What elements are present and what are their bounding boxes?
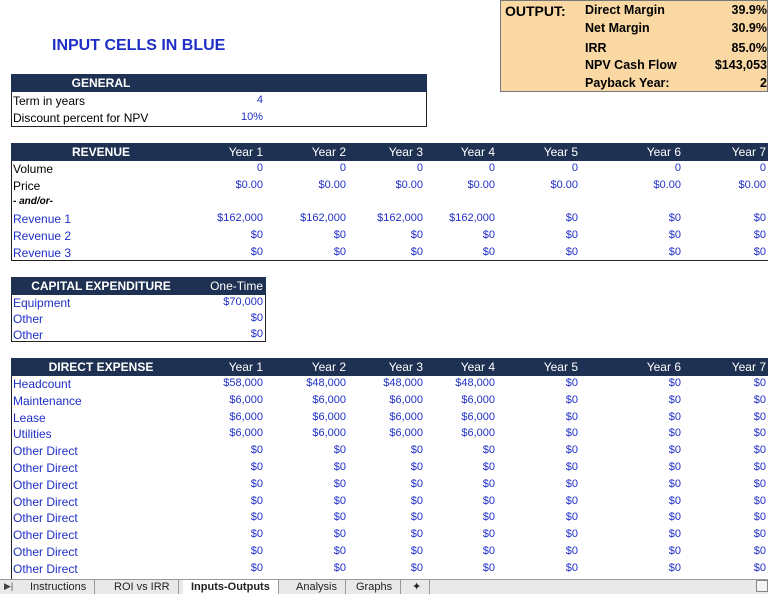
value-cell[interactable]: $0 <box>333 461 346 473</box>
value-cell[interactable]: $0 <box>565 545 578 557</box>
general-row <box>11 111 427 127</box>
value-cell[interactable]: $0 <box>668 444 681 457</box>
value-cell[interactable]: $0 <box>565 494 578 507</box>
value-cell[interactable]: $0 <box>250 461 263 473</box>
value-cell[interactable]: $0 <box>333 444 346 457</box>
capex-row <box>11 312 266 328</box>
table-row <box>11 162 768 178</box>
row-label: Other <box>13 312 44 326</box>
row-label: Revenue 1 <box>13 212 72 227</box>
table-row <box>11 562 768 578</box>
row-label: Other <box>13 328 44 342</box>
table-row <box>11 246 768 262</box>
output-panel <box>500 0 768 92</box>
row-label: Maintenance <box>13 393 82 408</box>
value-cell[interactable]: $0 <box>565 427 578 440</box>
row-label: Other Direct <box>13 511 78 526</box>
value-cell[interactable]: $0 <box>668 427 681 440</box>
output-value: 30.9% <box>731 21 767 35</box>
value-cell[interactable]: $6,000 <box>229 427 263 440</box>
year-column-header: Year 5 <box>543 145 578 159</box>
input-cell[interactable]: $70,000 <box>223 296 263 308</box>
row-label: Other Direct <box>13 477 78 492</box>
value-cell[interactable]: $6,000 <box>312 393 346 406</box>
value-cell[interactable]: $0 <box>668 494 681 507</box>
value-cell[interactable]: $0 <box>482 528 495 541</box>
output-label-text: IRR <box>585 41 607 55</box>
input-cell[interactable]: $0 <box>250 312 263 324</box>
value-cell[interactable]: 0 <box>339 162 346 174</box>
horizontal-scrollbar[interactable] <box>756 580 768 592</box>
value-cell[interactable]: $0 <box>753 461 766 473</box>
year-column-header: Year 3 <box>388 145 423 159</box>
value-cell[interactable]: $6,000 <box>461 427 495 440</box>
capex-row <box>11 296 266 312</box>
value-cell[interactable]: $0 <box>250 561 263 574</box>
row-label: Other Direct <box>13 545 78 559</box>
value-cell[interactable]: $6,000 <box>389 427 423 440</box>
row-label: Price <box>13 178 41 193</box>
value-cell[interactable]: $0 <box>565 561 578 574</box>
value-cell[interactable]: $48,000 <box>383 377 423 389</box>
value-cell[interactable]: 0 <box>674 162 681 174</box>
table-row <box>11 377 768 393</box>
table-row <box>11 444 768 460</box>
value-cell[interactable]: $0 <box>333 246 346 258</box>
value-cell[interactable]: $0 <box>410 494 423 507</box>
value-cell[interactable]: $0 <box>753 229 766 242</box>
value-cell[interactable]: $0 <box>333 511 346 524</box>
output-row <box>585 58 768 75</box>
row-label: Volume <box>13 162 54 176</box>
value-cell[interactable]: $6,000 <box>229 393 263 406</box>
table-row <box>11 427 768 443</box>
sheet-tab[interactable]: Graphs <box>348 580 401 594</box>
value-cell[interactable]: $6,000 <box>461 393 495 406</box>
value-cell[interactable]: $58,000 <box>223 377 263 389</box>
sheet-tab[interactable]: ROI vs IRR <box>106 580 179 594</box>
value-cell[interactable]: $0 <box>565 477 578 490</box>
value-cell[interactable]: $0 <box>482 477 495 490</box>
value-cell[interactable]: $0 <box>565 246 578 258</box>
output-label-text: NPV Cash Flow <box>585 58 677 72</box>
value-cell[interactable]: $6,000 <box>389 410 423 423</box>
table-row <box>11 411 768 427</box>
value-cell[interactable]: $0 <box>753 444 766 457</box>
output-row <box>585 3 768 20</box>
value-cell[interactable]: $0 <box>333 545 346 557</box>
value-cell[interactable]: $0 <box>482 444 495 457</box>
value-cell[interactable]: $0 <box>565 444 578 457</box>
value-cell[interactable]: $0 <box>753 377 766 389</box>
value-cell[interactable]: $0 <box>410 444 423 457</box>
general-row <box>11 94 427 110</box>
row-label: Revenue 3 <box>13 246 72 260</box>
year-column-header: Year 7 <box>731 145 766 159</box>
value-cell[interactable]: $0 <box>668 393 681 406</box>
year-column-header: Year 7 <box>731 360 766 374</box>
output-value: 85.0% <box>731 41 767 55</box>
value-cell[interactable]: $0 <box>410 229 423 242</box>
row-label: Other Direct <box>13 444 78 459</box>
value-cell[interactable]: $0.00 <box>738 178 766 191</box>
output-value: $143,053 <box>714 58 767 72</box>
table-row <box>11 196 768 212</box>
value-cell[interactable]: $0.00 <box>550 178 578 191</box>
value-cell[interactable]: 0 <box>416 162 423 174</box>
value-cell[interactable]: $0 <box>410 545 423 557</box>
value-cell[interactable]: $0 <box>753 410 766 423</box>
value-cell[interactable]: $48,000 <box>455 377 495 389</box>
year-column-header: Year 2 <box>311 360 346 374</box>
value-cell[interactable]: 0 <box>256 162 263 174</box>
table-row <box>11 461 768 477</box>
value-cell[interactable]: $0 <box>668 246 681 258</box>
value-cell[interactable]: $0.00 <box>235 178 263 191</box>
year-column-header: Year 2 <box>311 145 346 159</box>
capex-header: CAPITAL EXPENDITURE One-Time <box>11 277 266 295</box>
input-cell[interactable]: 10% <box>240 111 263 123</box>
value-cell[interactable]: $0 <box>668 229 681 242</box>
table-row <box>11 545 768 561</box>
output-label-text: Net Margin <box>585 21 650 35</box>
value-cell[interactable]: $0 <box>410 561 423 574</box>
value-cell[interactable]: $0 <box>753 545 766 557</box>
value-cell[interactable]: $0 <box>410 477 423 490</box>
value-cell[interactable]: $0 <box>668 377 681 389</box>
value-cell[interactable]: 0 <box>571 162 578 174</box>
value-cell[interactable]: 0 <box>759 162 766 174</box>
row-label: Other Direct <box>13 494 78 509</box>
value-cell[interactable]: $0 <box>482 229 495 242</box>
value-cell[interactable]: $0 <box>410 246 423 258</box>
value-cell[interactable]: $0 <box>482 545 495 557</box>
value-cell[interactable]: $0.00 <box>318 178 346 191</box>
insert-sheet-icon[interactable]: ✦ <box>404 580 430 594</box>
table-row <box>11 394 768 410</box>
value-cell[interactable]: $0.00 <box>653 178 681 191</box>
value-cell[interactable]: $0 <box>482 461 495 473</box>
year-column-header: Year 4 <box>460 360 495 374</box>
row-label: Equipment <box>13 296 71 310</box>
sheet-tab-bar <box>0 579 768 594</box>
value-cell[interactable]: $0 <box>482 246 495 258</box>
value-cell[interactable]: $162,000 <box>217 212 263 225</box>
sheet-tab[interactable]: Instructions <box>22 580 95 594</box>
table-row <box>11 511 768 527</box>
row-label: Utilities <box>13 427 52 442</box>
output-value: 2 <box>760 76 767 90</box>
value-cell[interactable]: $0 <box>250 528 263 541</box>
capex-column-header: One-Time <box>210 279 263 293</box>
value-cell[interactable]: $0 <box>668 477 681 490</box>
input-cell[interactable]: $0 <box>250 328 263 340</box>
page-title: INPUT CELLS IN BLUE <box>52 37 226 54</box>
value-cell[interactable]: $0 <box>410 461 423 473</box>
value-cell[interactable]: $6,000 <box>229 410 263 423</box>
value-cell[interactable]: $0.00 <box>395 178 423 191</box>
value-cell[interactable]: $0 <box>565 393 578 406</box>
value-cell[interactable]: $6,000 <box>389 393 423 406</box>
value-cell[interactable]: $0 <box>753 427 766 440</box>
value-cell[interactable]: $0 <box>482 494 495 507</box>
year-column-header: Year 6 <box>646 145 681 159</box>
input-cell[interactable]: 4 <box>256 94 263 106</box>
output-row <box>585 76 768 93</box>
value-cell[interactable]: $0 <box>410 528 423 541</box>
value-cell[interactable]: $0 <box>565 528 578 541</box>
value-cell[interactable]: $0 <box>482 511 495 524</box>
direct-header: DIRECT EXPENSE Year 1 Year 2 Year 3 Year 4 Year 5 Year 6 Year 7 <box>11 358 768 376</box>
row-label: Other Direct <box>13 528 78 543</box>
value-cell[interactable]: $0 <box>250 444 263 457</box>
value-cell[interactable]: $0 <box>753 246 766 258</box>
value-cell[interactable]: $0 <box>753 212 766 225</box>
table-row <box>11 229 768 245</box>
table-row <box>11 212 768 228</box>
year-column-header: Year 1 <box>228 360 263 374</box>
value-cell[interactable]: $0 <box>668 212 681 225</box>
value-cell[interactable]: $0 <box>410 511 423 524</box>
value-cell[interactable]: $0 <box>250 511 263 524</box>
row-label: Term in years <box>13 94 86 108</box>
value-cell[interactable]: $0 <box>333 561 346 574</box>
value-cell[interactable]: $162,000 <box>449 212 495 225</box>
year-column-header: Year 1 <box>228 145 263 159</box>
sheet-tab[interactable]: Analysis <box>288 580 346 594</box>
output-row <box>585 21 768 38</box>
value-cell[interactable]: $0 <box>333 229 346 242</box>
row-label: Revenue 2 <box>13 229 72 244</box>
row-label: Other Direct <box>13 561 78 576</box>
value-cell[interactable]: $0 <box>753 528 766 541</box>
table-row <box>11 528 768 544</box>
value-cell[interactable]: $0 <box>250 477 263 490</box>
value-cell[interactable]: $0 <box>250 494 263 507</box>
value-cell[interactable]: $0 <box>250 229 263 242</box>
table-row <box>11 495 768 511</box>
output-label: OUTPUT: <box>505 3 566 19</box>
value-cell[interactable]: $0 <box>753 477 766 490</box>
output-label-text: Direct Margin <box>585 3 665 17</box>
general-header: GENERAL <box>11 74 427 92</box>
table-row <box>11 478 768 494</box>
value-cell[interactable]: $0 <box>753 393 766 406</box>
capex-row <box>11 328 266 344</box>
year-column-header: Year 4 <box>460 145 495 159</box>
year-column-header: Year 3 <box>388 360 423 374</box>
value-cell[interactable]: 0 <box>488 162 495 174</box>
output-label-text: Payback Year: <box>585 76 670 90</box>
value-cell[interactable]: $0 <box>753 511 766 524</box>
row-label: Headcount <box>13 377 72 391</box>
value-cell[interactable]: $0 <box>565 377 578 389</box>
value-cell[interactable]: $0 <box>565 461 578 473</box>
value-cell[interactable]: $0 <box>333 477 346 490</box>
value-cell[interactable]: $162,000 <box>300 212 346 225</box>
value-cell[interactable]: $0 <box>668 410 681 423</box>
year-column-header: Year 5 <box>543 360 578 374</box>
value-cell[interactable]: $0.00 <box>467 178 495 191</box>
value-cell[interactable]: $0 <box>668 561 681 574</box>
sheet-nav-icon[interactable]: ▶| <box>4 581 14 591</box>
value-cell[interactable]: $0 <box>668 545 681 557</box>
value-cell[interactable]: $0 <box>668 511 681 524</box>
value-cell[interactable]: $0 <box>753 494 766 507</box>
output-row <box>585 41 768 58</box>
value-cell[interactable]: $0 <box>565 212 578 225</box>
sheet-tab[interactable]: Inputs-Outputs <box>183 580 279 594</box>
value-cell[interactable]: $0 <box>753 561 766 574</box>
table-row <box>11 179 768 195</box>
value-cell[interactable]: $0 <box>668 528 681 541</box>
value-cell[interactable]: $0 <box>565 229 578 242</box>
row-label: - and/or- <box>13 195 53 207</box>
value-cell[interactable]: $0 <box>333 528 346 541</box>
value-cell[interactable]: $0 <box>482 561 495 574</box>
value-cell[interactable]: $0 <box>333 494 346 507</box>
row-label: Other Direct <box>13 461 78 475</box>
value-cell[interactable]: $0 <box>250 246 263 258</box>
value-cell[interactable]: $6,000 <box>312 427 346 440</box>
value-cell[interactable]: $48,000 <box>306 377 346 389</box>
output-value: 39.9% <box>731 3 767 17</box>
row-label: Discount percent for NPV <box>13 111 149 125</box>
value-cell[interactable]: $0 <box>250 545 263 557</box>
value-cell[interactable]: $0 <box>565 511 578 524</box>
row-label: Lease <box>13 410 46 425</box>
year-column-header: Year 6 <box>646 360 681 374</box>
revenue-header: REVENUE Year 1 Year 2 Year 3 Year 4 Year 5 Year 6 Year 7 <box>11 143 768 161</box>
value-cell[interactable]: $6,000 <box>461 410 495 423</box>
value-cell[interactable]: $6,000 <box>312 410 346 423</box>
value-cell[interactable]: $162,000 <box>377 212 423 225</box>
value-cell[interactable]: $0 <box>565 410 578 423</box>
value-cell[interactable]: $0 <box>668 461 681 473</box>
